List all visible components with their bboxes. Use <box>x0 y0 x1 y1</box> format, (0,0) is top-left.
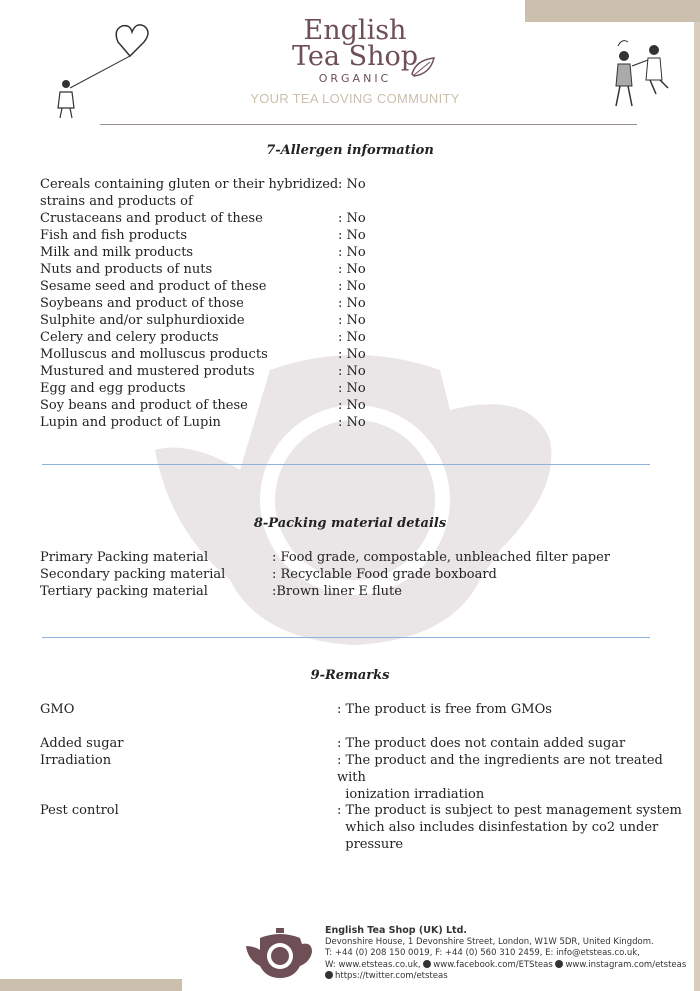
allergen-label: Soybeans and product of those <box>40 296 244 311</box>
allergen-label: Milk and milk products <box>40 245 194 260</box>
packing-value: :Brown liner E flute <box>272 584 402 599</box>
section-divider-2 <box>42 637 650 638</box>
section-title-allergen: 7-Allergen information <box>266 143 434 158</box>
allergen-value: : No <box>338 177 366 192</box>
remark-value-line: pressure <box>337 837 404 852</box>
remark-value-line: : The product does not contain added sugar <box>337 736 626 751</box>
instagram-icon <box>555 960 563 968</box>
twitter-icon <box>325 971 333 979</box>
allergen-label: Molluscus and molluscus products <box>40 347 268 362</box>
brand-name-line2: Tea Shop <box>292 41 418 72</box>
allergen-label: Sulphite and/or sulphurdioxide <box>40 313 245 328</box>
allergen-label: Crustaceans and product of these <box>40 211 263 226</box>
footer-facebook[interactable]: www.facebook.com/ETSteas <box>433 959 553 970</box>
packing-label: Secondary packing material <box>40 567 226 582</box>
remark-value-line: with <box>337 770 366 785</box>
allergen-label: Nuts and products of nuts <box>40 262 213 277</box>
remark-label: GMO <box>40 702 75 717</box>
footer-contact-line: T: +44 (0) 208 150 0019, F: +44 (0) 560 310 2459, E: info@etsteas.co.uk, <box>325 948 640 958</box>
allergen-value: : No <box>338 347 366 362</box>
allergen-label: Egg and egg products <box>40 381 186 396</box>
allergen-value: : No <box>338 364 366 379</box>
remark-value-line: which also includes disinfestation by co2 under <box>337 820 659 835</box>
section-title-remarks: 9-Remarks <box>310 668 390 683</box>
section-divider-1 <box>42 464 650 465</box>
allergen-value: : No <box>338 262 366 277</box>
allergen-label: Mustured and mustered produts <box>40 364 255 379</box>
remark-label: Pest control <box>40 803 119 818</box>
allergen-label-cont: strains and products of <box>40 194 193 209</box>
remark-value-line: : The product is subject to pest management system <box>337 803 682 818</box>
header-divider <box>100 124 637 125</box>
remark-label: Irradiation <box>40 753 112 768</box>
remark-value-line: : The product is free from GMOs <box>337 702 552 717</box>
corner-band-top-right <box>525 0 700 22</box>
allergen-value: : No <box>338 296 366 311</box>
remark-label: Added sugar <box>40 736 124 751</box>
footer-contact <box>325 925 686 983</box>
packing-value: : Recyclable Food grade boxboard <box>272 567 497 582</box>
allergen-value: : No <box>338 211 366 226</box>
footer-web[interactable]: W: www.etsteas.co.uk, <box>325 959 421 970</box>
allergen-label: Celery and celery products <box>40 330 219 345</box>
allergen-value: : No <box>338 381 366 396</box>
allergen-label: Sesame seed and product of these <box>40 279 267 294</box>
packing-value: : Food grade, compostable, unbleached filter paper <box>272 550 611 565</box>
allergen-label: Cereals containing gluten or their hybridized <box>40 177 339 192</box>
brand-tagline: YOUR TEA LOVING COMMUNITY <box>250 91 460 106</box>
allergen-label: Soy beans and product of these <box>40 398 248 413</box>
remark-value-line: : The product and the ingredients are not treated <box>337 753 663 768</box>
allergen-value: : No <box>338 279 366 294</box>
footer-company: English Tea Shop (UK) Ltd. <box>325 925 467 936</box>
kite-girl-icon <box>48 12 153 122</box>
section-title-packing: 8-Packing material details <box>253 516 447 531</box>
allergen-label: Lupin and product of Lupin <box>40 415 221 430</box>
packing-label: Primary Packing material <box>40 550 209 565</box>
remark-value-line: ionization irradiation <box>337 787 485 802</box>
footer-instagram[interactable]: www.instagram.com/etsteas <box>565 959 687 970</box>
footer-twitter[interactable]: https://twitter.com/etsteas <box>335 971 448 981</box>
brand-organic: ORGANIC <box>318 72 392 85</box>
allergen-label: Fish and fish products <box>40 228 188 243</box>
footer-address: Devonshire House, 1 Devonshire Street, London, W1W 5DR, United Kingdom. <box>325 936 654 947</box>
teapot-logo-icon <box>246 926 314 980</box>
allergen-value: : No <box>338 313 366 328</box>
facebook-icon <box>423 960 431 968</box>
allergen-value: : No <box>338 245 366 260</box>
tea-leaf-icon <box>410 56 438 78</box>
allergen-value: : No <box>338 415 366 430</box>
dancing-people-icon <box>596 36 686 116</box>
brand-name-line1: English <box>303 15 407 46</box>
allergen-value: : No <box>338 398 366 413</box>
corner-band-bottom-left <box>0 979 182 991</box>
allergen-value: : No <box>338 228 366 243</box>
packing-label: Tertiary packing material <box>40 584 208 599</box>
allergen-value: : No <box>338 330 366 345</box>
